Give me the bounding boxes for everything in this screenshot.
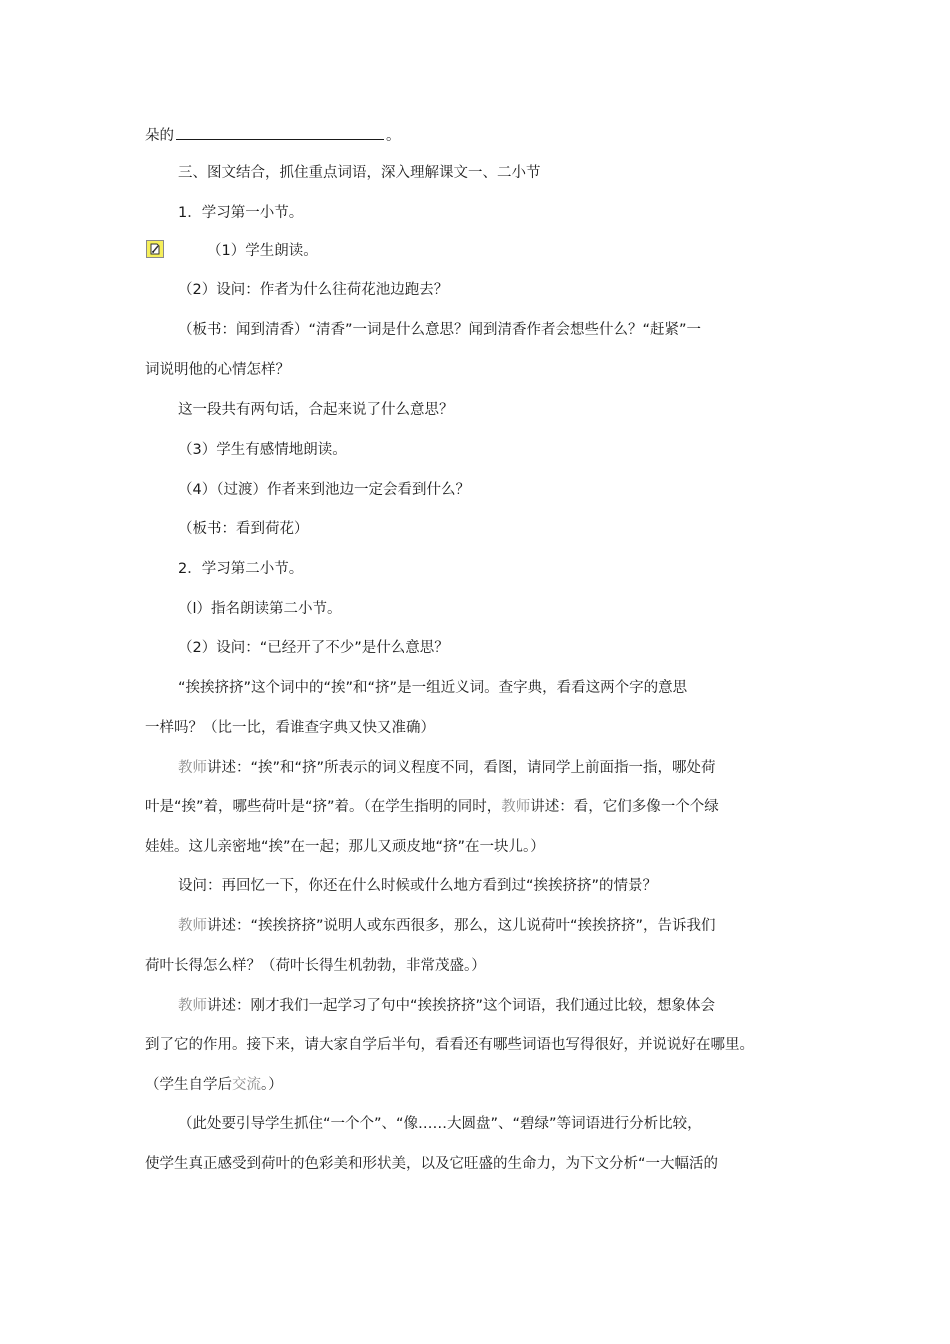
highlighted-term: 交流: [232, 1077, 261, 1093]
paragraph-line: [178, 996, 715, 1016]
paragraph-line: （1）学生朗读。: [207, 243, 318, 259]
edit-note-icon[interactable]: [146, 240, 164, 258]
section-heading: 三、图文结合，抓住重点词语，深入理解课文一、二小节: [178, 165, 541, 181]
fill-in-blank[interactable]: [176, 124, 384, 140]
highlighted-term: 教师: [178, 918, 207, 934]
paragraph-line: （2）设问：“已经开了不少”是什么意思？: [178, 640, 449, 656]
text: 朵的: [145, 128, 174, 144]
subsection-heading: 2．学习第二小节。: [178, 561, 304, 577]
highlighted-term: 教师: [178, 760, 207, 776]
paragraph-line: （板书：闻到清香）“清香”一词是什么意思？闻到清香作者会想些什么？“赶紧”一: [178, 322, 702, 338]
paragraph-line: [145, 1075, 283, 1095]
paragraph-line: 这一段共有两句话，合起来说了什么意思？: [178, 402, 454, 418]
text: 。: [386, 128, 401, 144]
paragraph-line: 设问：再回忆一下，你还在什么时候或什么地方看到过“挨挨挤挤”的情景？: [178, 878, 658, 894]
paragraph-line: 一样吗？（比一比，看谁查字典又快又准确）: [145, 720, 435, 736]
paragraph-line: [178, 758, 716, 778]
paragraph-line: （3）学生有感情地朗读。: [178, 442, 347, 458]
text: 叶是“挨”着，哪些荷叶是“挤”着。（在学生指明的同时，: [145, 799, 502, 815]
paragraph-line: 荷叶长得怎么样？（荷叶长得生机勃勃，非常茂盛。）: [145, 958, 486, 974]
highlighted-term: 教师: [178, 998, 207, 1014]
paragraph-line: （此处要引导学生抓住“一个个”、“像……大圆盘”、“碧绿”等词语进行分析比较，: [178, 1116, 702, 1132]
paragraph-line: （4）（过渡）作者来到池边一定会看到什么？: [178, 482, 470, 498]
text: （学生自学后: [145, 1077, 232, 1093]
text: 讲述：“挨挨挤挤”说明人或东西很多，那么，这儿说荷叶“挨挨挤挤”，告诉我们: [207, 918, 716, 934]
paragraph-line: 娃娃。这儿亲密地“挨”在一起；那儿又顽皮地“挤”在一块儿。）: [145, 839, 545, 855]
paragraph-line: 词说明他的心情怎样？: [145, 362, 290, 378]
paragraph-line: [145, 797, 719, 817]
highlighted-term: 教师: [501, 799, 531, 815]
text: 讲述：看，它们多像一个个绿: [530, 799, 719, 815]
text: 。）: [261, 1077, 283, 1093]
paragraph-line: “挨挨挤挤”这个词中的“挨”和“挤”是一组近义词。查字典，看看这两个字的意思: [178, 680, 688, 696]
paragraph-line: [178, 916, 716, 936]
paragraph-line: （l）指名朗读第二小节。: [178, 601, 342, 617]
subsection-heading: 1．学习第一小节。: [178, 205, 304, 221]
text: 讲述：刚才我们一起学习了句中“挨挨挤挤”这个词语，我们通过比较，想象体会: [207, 998, 716, 1014]
paragraph-line: （板书：看到荷花）: [178, 521, 309, 537]
text: 讲述：“挨”和“挤”所表示的词义程度不同，看图，请同学上前面指一指，哪处荷: [207, 760, 716, 776]
paragraph-line: 到了它的作用。接下来，请大家自学后半句，看看还有哪些词语也写得很好，并说说好在哪里。: [145, 1037, 754, 1053]
paragraph-line: （2）设问：作者为什么往荷花池边跑去？: [178, 282, 449, 298]
paragraph-line: [145, 124, 401, 146]
paragraph-line: 使学生真正感受到荷叶的色彩美和形状美，以及它旺盛的生命力，为下文分析“一大幅活的: [145, 1156, 719, 1172]
